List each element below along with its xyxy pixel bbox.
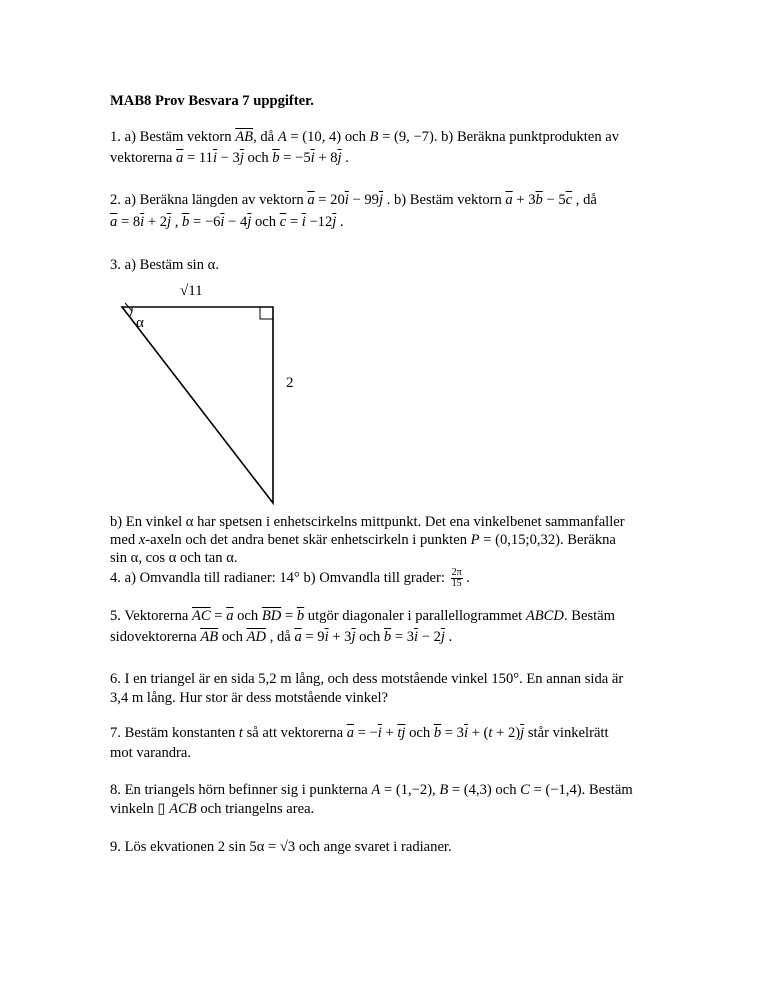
q1-text: .	[341, 150, 349, 166]
q5-text: = 9	[301, 629, 325, 645]
right-angle-marker	[260, 307, 273, 319]
q8-text: = (4,3) och	[448, 782, 521, 798]
unit-i: $\overline{i}$	[310, 150, 315, 166]
question-8-line-1	[110, 781, 633, 799]
q7-text: +	[381, 725, 398, 741]
q9-text: och ange svaret i radianer.	[295, 839, 452, 855]
unit-i: $\overline{i}$	[212, 150, 217, 166]
question-6-line-1: 6. I en triangel är en sida 5,2 m lång, och dess motstående vinkel 150°. En annan sida är	[110, 671, 624, 687]
question-9-line	[110, 838, 452, 856]
q5-text: och	[233, 608, 262, 624]
side-sqrt11-label: √11	[180, 283, 203, 299]
question-8-line-2	[110, 800, 314, 818]
unit-i: $\overline{i}$	[220, 214, 225, 230]
q8-text: = (−1,4). Bestäm	[529, 782, 633, 798]
question-7-line-1	[110, 724, 609, 742]
vector-b: $\overline{b}$	[383, 629, 392, 645]
q5-text: =	[281, 608, 297, 624]
side-2-label: 2	[286, 375, 294, 391]
angle-symbol-box: ▯	[157, 801, 166, 817]
q7-text: står vinkelrätt	[524, 725, 609, 741]
q1-text: , då	[253, 129, 278, 145]
vector-AB: $\overline{AB}$	[200, 629, 219, 645]
unit-i: $\overline{i}$	[463, 725, 469, 741]
vector-a: $\overline{a}$	[226, 608, 234, 624]
triangle-figure	[110, 275, 310, 510]
q2-text: − 4	[224, 214, 248, 230]
q2-text: ,	[171, 214, 183, 230]
q1-text: = (10, 4) och	[286, 129, 370, 145]
question-1-line-2	[110, 149, 349, 167]
question-4-line	[110, 568, 470, 589]
q2-text: = −6	[189, 214, 221, 230]
unit-i: $\overline{i}$	[140, 214, 145, 230]
unit-j: $\overline{j}$	[440, 629, 445, 645]
question-5-line-2	[110, 628, 452, 646]
q5-text: och	[218, 629, 247, 645]
sqrt3: √3	[279, 839, 296, 855]
q2-text: −12	[305, 214, 333, 230]
q4-text: .	[462, 569, 470, 586]
parallelogram-ABCD: ABCD	[525, 608, 564, 624]
vector-a: $\overline{a}$	[110, 214, 118, 230]
q1-text: = −5	[279, 150, 311, 166]
vector-AB: $\overline{AB}$	[235, 129, 254, 145]
q8-text: och triangelns area.	[196, 801, 315, 817]
vector-BD: $\overline{BD}$	[261, 608, 282, 624]
q9-text: 9. Lös ekvationen 2 sin 5α =	[110, 839, 280, 855]
x-variable: x	[138, 532, 146, 548]
q1-text: = 11	[183, 150, 213, 166]
q3b-text: -axeln och det andra benet skär enhetscirkeln i punkten	[145, 532, 471, 548]
unit-j: $\overline{j}$	[239, 150, 244, 166]
point-P: P	[470, 532, 480, 548]
point-B: B	[369, 129, 379, 145]
constant-t: t	[238, 725, 243, 741]
fraction-numerator: 2π	[451, 567, 462, 578]
q5-text: = 3	[391, 629, 415, 645]
q5-text: − 2	[418, 629, 441, 645]
vector-b: $\overline{b}$	[272, 150, 280, 166]
point-A: A	[277, 129, 287, 145]
unit-j: $\overline{j}$	[332, 214, 337, 230]
question-7-line-2: mot varandra.	[110, 745, 192, 761]
q8-text: vinkeln	[110, 801, 158, 817]
vector-c: $\overline{c}$	[279, 214, 287, 230]
question-1-line-1	[110, 128, 619, 146]
angle-ACB: ACB	[169, 801, 197, 817]
q3b-text: med	[110, 532, 139, 548]
question-3-line-1: 3. a) Bestäm sin α.	[110, 257, 219, 273]
q2-text: − 99	[348, 192, 379, 208]
q1-text: vektorerna	[110, 150, 177, 166]
q5-text: .	[444, 629, 453, 645]
q2-text: .	[336, 214, 344, 230]
q7-text: = −	[354, 725, 378, 741]
q2-text: . b) Bestäm vektorn	[383, 192, 506, 208]
q5-text: =	[210, 608, 227, 624]
vector-a: $\overline{a}$	[346, 725, 354, 741]
q2-text: , då	[572, 192, 597, 208]
unit-i: $\overline{i}$	[414, 629, 419, 645]
tj-term: $\overline{tj}$	[397, 725, 406, 741]
unit-j: $\overline{j}$	[167, 214, 172, 230]
q1-text: och	[243, 150, 273, 166]
vector-c: $\overline{c}$	[565, 192, 573, 208]
q2-text: + 2	[144, 214, 168, 230]
vector-b: $\overline{b}$	[182, 214, 190, 230]
vector-AC: $\overline{AC}$	[192, 608, 211, 624]
q3b-text: = (0,15;0,32). Beräkna	[479, 532, 616, 548]
fraction-denominator: 15	[451, 578, 462, 589]
question-5-line-1	[110, 607, 615, 625]
q2-text: 2. a) Beräkna längden av vektorn	[110, 192, 308, 208]
unit-i: $\overline{i}$	[301, 214, 306, 230]
fraction-2pi-15	[451, 568, 463, 589]
unit-i: $\overline{i}$	[324, 629, 329, 645]
unit-i: $\overline{i}$	[344, 192, 349, 208]
angle-alpha-label: α	[136, 315, 144, 331]
q2-text: och	[251, 214, 280, 230]
vector-b: $\overline{b}$	[433, 725, 442, 741]
vector-b: $\overline{b}$	[296, 608, 305, 624]
q2-text: = 8	[117, 214, 141, 230]
question-2-line-1	[110, 191, 597, 209]
question-3b-line-1: b) En vinkel α har spetsen i enhetscirkelns mittpunkt. Det ena vinkelbenet sammanfaller	[110, 514, 625, 530]
q7-text: 7. Bestäm konstanten	[110, 725, 239, 741]
q1-text: 1. a) Bestäm vektorn	[110, 129, 236, 145]
q2-text: = 20	[314, 192, 345, 208]
q8-text: = (1,−2),	[380, 782, 440, 798]
question-2-line-2	[110, 213, 344, 231]
vector-a: $\overline{a}$	[176, 150, 184, 166]
q5-text: sidovektorerna	[110, 629, 201, 645]
q7-text: och	[405, 725, 434, 741]
q2-text: + 3	[512, 192, 536, 208]
unit-i: $\overline{i}$	[377, 725, 382, 741]
unit-j: $\overline{j}$	[378, 192, 384, 208]
q7-text: + (	[468, 725, 489, 741]
q5-text: + 3	[328, 629, 352, 645]
page-title: MAB8 Prov Besvara 7 uppgifter.	[110, 93, 314, 109]
vector-a: $\overline{a}$	[294, 629, 302, 645]
q1-text: + 8	[314, 150, 338, 166]
q5-text: 5. Vektorerna	[110, 608, 192, 624]
q5-text: utgör diagonaler i parallellogrammet	[304, 608, 526, 624]
point-A: A	[371, 782, 381, 798]
q5-text: och	[355, 629, 384, 645]
q1-text: = (9, −7). b) Beräkna punktprodukten av	[378, 129, 620, 145]
q7-text: = 3	[441, 725, 464, 741]
vector-a: $\overline{a}$	[505, 192, 513, 208]
vector-b: $\overline{b}$	[535, 192, 543, 208]
q7-text: så att vektorerna	[242, 725, 347, 741]
triangle-shape	[122, 307, 273, 503]
q4-text: 4. a) Omvandla till radianer: 14° b) Omvandla till grader:	[110, 569, 449, 586]
q5-text: . Bestäm	[563, 608, 616, 624]
vector-a: $\overline{a}$	[307, 192, 315, 208]
q8-text: 8. En triangels hörn befinner sig i punkterna	[110, 782, 372, 798]
question-6-line-2: 3,4 m lång. Hur stor är dess motstående vinkel?	[110, 690, 389, 706]
unit-j: $\overline{j}$	[351, 629, 356, 645]
unit-j: $\overline{j}$	[520, 725, 525, 741]
unit-j: $\overline{j}$	[247, 214, 252, 230]
unit-j: $\overline{j}$	[337, 150, 342, 166]
point-C: C	[520, 782, 530, 798]
question-3b-line-2	[110, 531, 616, 549]
vector-AD: $\overline{AD}$	[246, 629, 267, 645]
q2-text: − 5	[542, 192, 566, 208]
constant-t: t	[488, 725, 493, 741]
point-B: B	[439, 782, 449, 798]
q5-text: , då	[266, 629, 295, 645]
question-3b-line-3: sin α, cos α och tan α.	[110, 550, 238, 566]
q2-text: =	[286, 214, 302, 230]
q1-text: − 3	[217, 150, 240, 166]
q7-text: + 2)	[492, 725, 521, 741]
